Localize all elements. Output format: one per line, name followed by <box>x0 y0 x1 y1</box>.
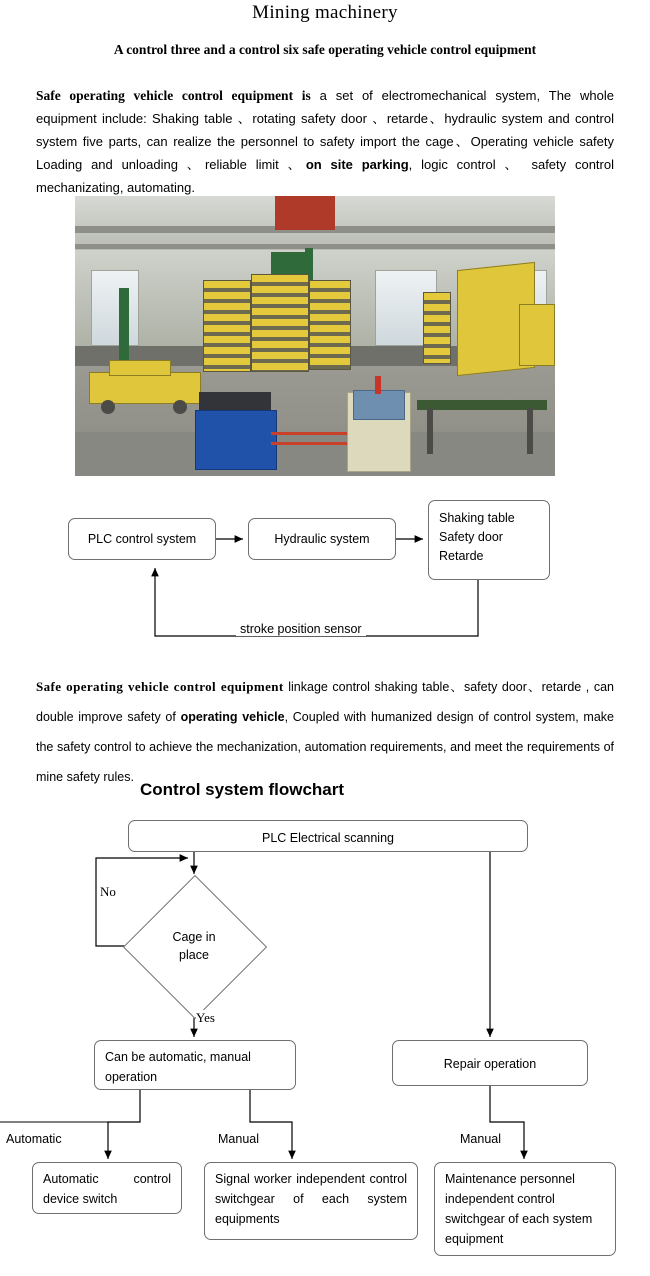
equipment-photo <box>75 196 555 476</box>
photo-red-crane <box>275 196 335 230</box>
flow-automatic-control-device-switch-label: Automatic control device switch <box>43 1172 171 1206</box>
paragraph-intro-text-a: a set of electromechanical system, The whole equipment include: Shaking table 、rotating safety door 、retarde、hydraulic system and control system five parts, can realize the personnel to safety import the cage、Operating vehicle safety Loading and unloading 、reliable limit 、 <box>36 88 615 172</box>
photo-floor-near <box>75 432 555 476</box>
control-system-flowchart <box>0 812 650 1272</box>
flow-plc-scanning-label: PLC Electrical scanning <box>261 831 394 845</box>
flow-plc-scanning <box>128 820 528 852</box>
flow-automatic-control-device-switch <box>32 1162 182 1214</box>
flow-auto-manual-operation-label: Can be automatic, manual operation <box>105 1050 251 1084</box>
block-diagram <box>0 496 650 656</box>
photo-yellow-cart-top <box>109 360 171 376</box>
flow-signal-worker-control <box>204 1162 418 1240</box>
flow-repair-operation <box>392 1040 588 1086</box>
photo-green-column <box>119 288 129 368</box>
paragraph-summary-lead: Safe operating vehicle control equipment <box>36 679 284 694</box>
page-subtitle: A control three and a control six safe operating vehicle control equipment <box>113 42 537 57</box>
feedback-label: stroke position sensor <box>236 622 366 636</box>
photo-hydraulic-power-unit <box>195 410 277 470</box>
block-plc-control-system <box>68 518 216 560</box>
photo-rack-small <box>423 292 451 364</box>
photo-hydraulic-motor <box>199 392 271 412</box>
flow-maintenance-personnel-control <box>434 1162 616 1256</box>
flow-edge-label-automatic: Automatic <box>6 1132 62 1146</box>
flow-decision-line-1: Cage in <box>172 930 216 944</box>
flow-decision-cage-in-place <box>125 877 263 1015</box>
flowchart-title: Control system flowchart <box>140 780 345 799</box>
photo-shaking-table-rack-1 <box>203 280 251 372</box>
flow-decision-text <box>125 877 263 1015</box>
photo-red-hose <box>271 432 357 435</box>
photo-panel-indicator <box>375 376 381 394</box>
flow-branch-yes-label: Yes <box>196 1010 215 1025</box>
flow-repair-operation-label: Repair operation <box>443 1057 537 1071</box>
paragraph-summary-text-b: , Coupled with humanized design of control system, make the safety control to achieve the mechanization, automation requirements, and meet the requirements of mine safety rules. <box>36 710 614 784</box>
paragraph-intro-lead: Safe operating vehicle control equipment is <box>36 88 311 103</box>
photo-yellow-machine-right-2 <box>519 304 555 366</box>
flow-branch-no-label: No <box>100 884 116 899</box>
photo-cart-wheel-1 <box>101 400 115 414</box>
photo-shaking-table-rack-2 <box>251 274 309 372</box>
block-actuator-safety-door: Safety door <box>439 530 503 544</box>
photo-shaking-table-rack-3 <box>309 280 351 370</box>
flow-decision-line-2: place <box>179 948 209 962</box>
photo-platform-leg-2 <box>527 408 533 454</box>
photo-cart-wheel-2 <box>173 400 187 414</box>
page-title: Mining machinery <box>252 2 398 23</box>
paragraph-intro-bold: on site parking <box>305 157 409 172</box>
paragraph-intro-text-b: , logic control 、 safety control mechanizating, automating. <box>36 157 614 195</box>
photo-control-panel <box>353 390 405 420</box>
paragraph-summary <box>36 672 614 792</box>
flow-edge-label-manual-mid: Manual <box>218 1132 259 1146</box>
block-plc-control-system-label: PLC control system <box>87 532 197 546</box>
photo-window-1 <box>91 270 139 346</box>
block-hydraulic-system-label: Hydraulic system <box>274 532 370 546</box>
paragraph-summary-bold: operating vehicle <box>180 710 285 724</box>
flow-maintenance-personnel-control-label: Maintenance personnel independent control switchgear of each system equipment <box>445 1172 593 1246</box>
block-actuators <box>428 500 550 580</box>
photo-platform-leg-1 <box>427 408 433 454</box>
flow-auto-manual-operation <box>94 1040 296 1090</box>
block-hydraulic-system <box>248 518 396 560</box>
paragraph-intro <box>36 84 614 199</box>
photo-ceiling-beam-2 <box>75 244 555 249</box>
flow-edge-label-manual-right: Manual <box>460 1132 501 1146</box>
paragraph-summary-text-a: linkage control shaking table、safety door、retarde , can double improve safety of <box>36 680 614 724</box>
flow-signal-worker-control-label: Signal worker independent control switchgear of each system equipments <box>215 1172 407 1226</box>
block-actuator-shaking-table: Shaking table <box>439 511 515 525</box>
block-actuator-retarde: Retarde <box>439 549 484 563</box>
